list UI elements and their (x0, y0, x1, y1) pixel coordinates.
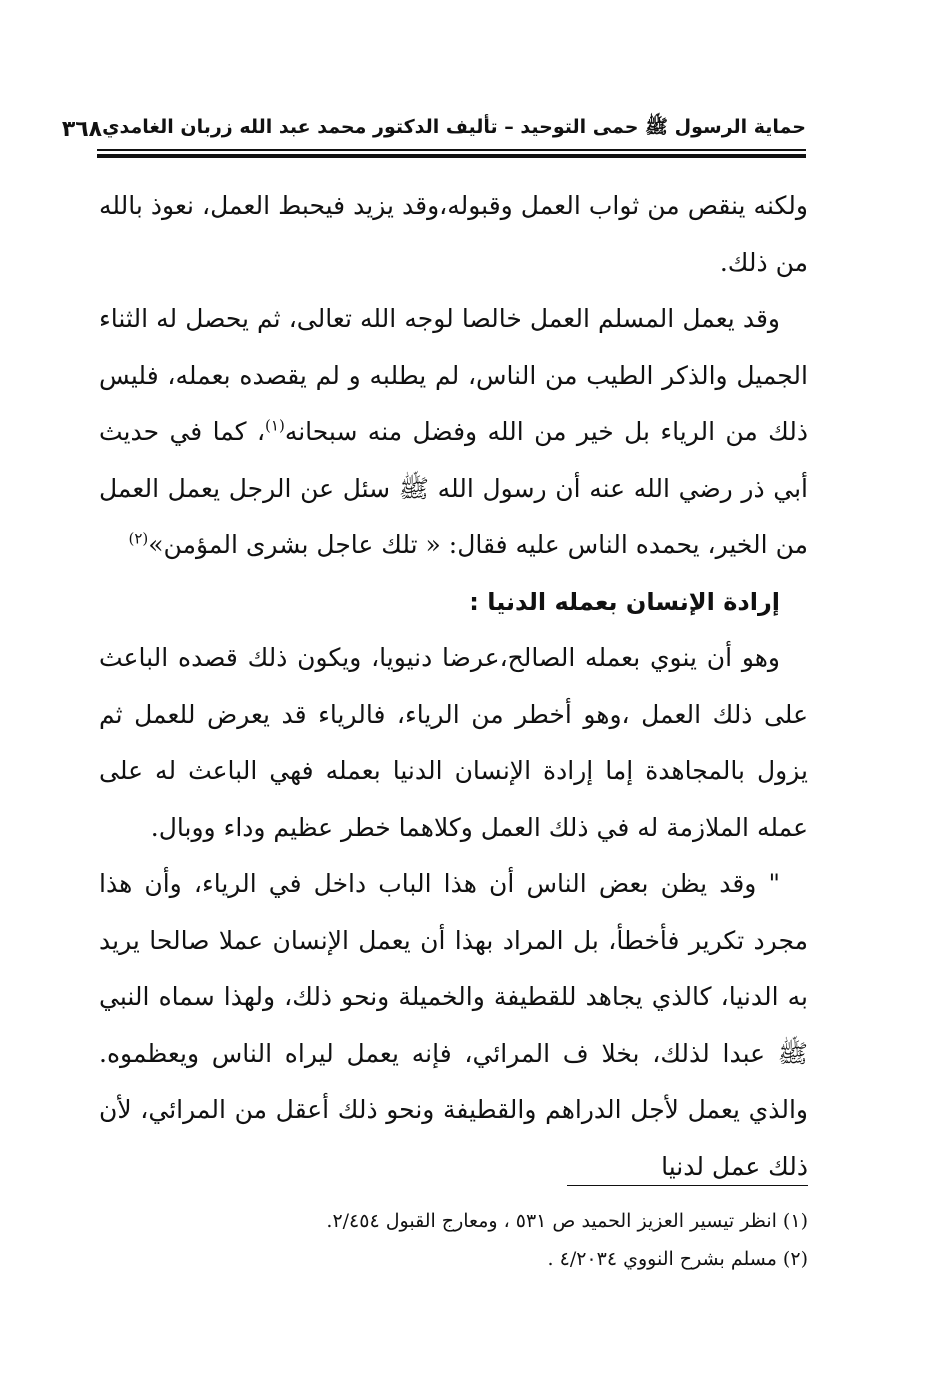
footnote-ref-2: (٢) (128, 529, 149, 548)
paragraph-4: " وقد يظن بعض الناس أن هذا الباب داخل في الرياء، وأن هذا مجرد تكرير فأخطأ، بل المراد بهذا أن يعمل الإنسان عملا صالحا يريد به الدنيا، كالذي يجاهد للقطيفة والخميلة ونحو ذلك، ولهذا سماه النبي ﷺ عبدا لذلك، بخلا ف المرائي، فإنه يعمل ليراه الناس ويعظموه. والذي يعمل لأجل الدراهم والقطيفة ونحو ذلك أعقل من المرائي، لأن ذلك عمل لدنيا (99, 869, 808, 1181)
header-title: حماية الرسول ﷺ حمى التوحيد – تأليف الدكتور محمد عبد الله زربان الغامدي (102, 116, 806, 138)
main-text (99, 178, 808, 1195)
paragraph-2-part-a: وقد يعمل المسلم العمل خالصا لوجه الله تعالى، ثم يحصل له الثناء الجميل والذكر الطيب من الناس، لم يطلبه و لم يقصده بعمله، فليس ذلك من الرياء بل خير من الله وفضل منه سبحانه (99, 304, 808, 446)
paragraph-2 (99, 291, 808, 574)
footnotes (99, 1202, 808, 1278)
paragraph-3: وهو أن ينوي بعمله الصالح،عرضا دنيويا، ويكون ذلك قصده الباعث على ذلك العمل ،وهو أخطر من الرياء، فالرياء قد يعرض للعمل ثم يزول بالمجاهدة إما إرادة الإنسان الدنيا بعمله فهي الباعث له على عمله الملازمة له في ذلك العمل وكلاهما خطر عظيم وداء ووبال. (99, 643, 808, 842)
paragraph-1: ولكنه ينقص من ثواب العمل وقبوله،وقد يزيد فيحبط العمل، نعوذ بالله من ذلك. (99, 191, 808, 277)
footnote-2: (٢) مسلم بشرح النووي ٤/٢٠٣٤ . (547, 1248, 808, 1270)
header-rule-thin (97, 149, 806, 151)
footnote-ref-1: (١) (265, 416, 285, 435)
footnote-separator (567, 1185, 808, 1186)
page-number: ٣٦٨ (61, 116, 103, 142)
header-rule-thick (97, 154, 806, 158)
running-header (61, 112, 806, 146)
section-heading: إرادة الإنسان بعمله الدنيا : (469, 587, 780, 616)
footnote-1: (١) انظر تيسير العزيز الحميد ص ٥٣١ ، ومعارج القبول ٢/٤٥٤. (326, 1210, 808, 1232)
paragraph-2-part-b: ، كما في حديث أبي ذر رضي الله عنه أن رسول الله ﷺ سئل عن الرجل يعمل العمل من الخير، يحمده الناس عليه فقال: « تلك عاجل بشرى المؤمن» (99, 417, 808, 559)
